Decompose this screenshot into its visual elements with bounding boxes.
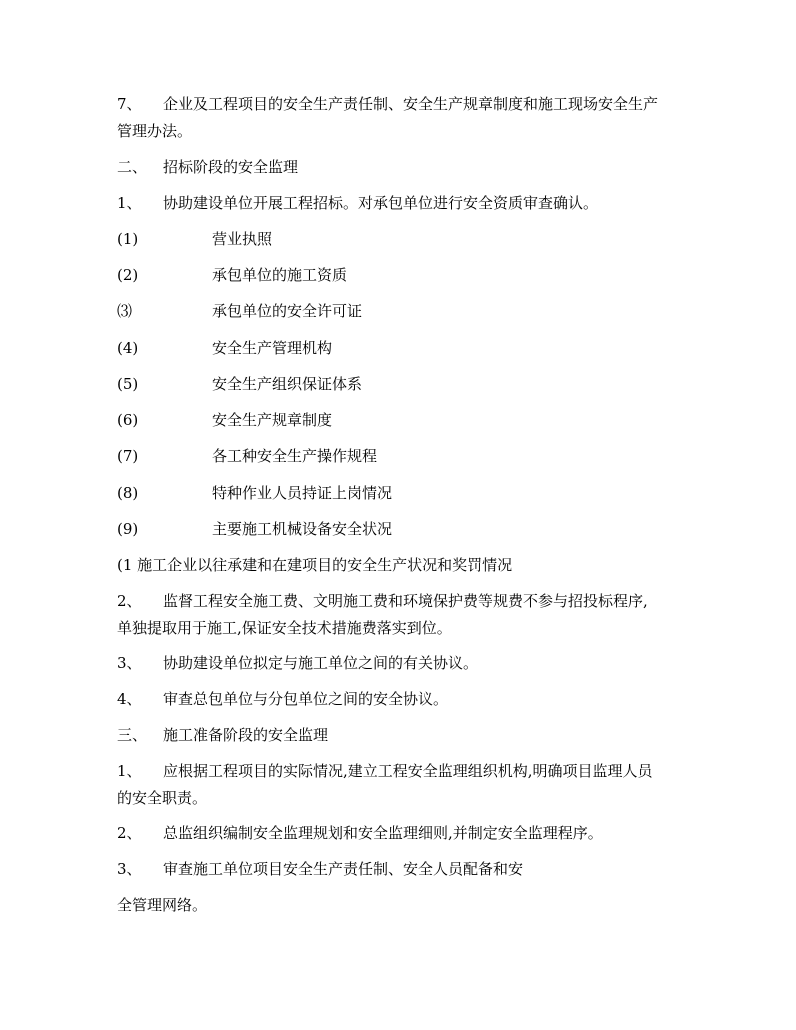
item-number: 3、 [117,654,142,672]
sub-item-text: 安全生产管理机构 [212,339,333,357]
item-number: 3、 [117,860,142,878]
item-text: 协助建设单位开展工程招标。对承包单位进行安全资质审查确认。 [163,194,599,212]
paragraph-2-supervision-plan [117,820,687,847]
item-text-continued: 单独提取用于施工,保证安全技术措施费落实到位。 [117,619,452,637]
item-text: 审查施工单位项目安全生产责任制、安全人员配备和安 [163,860,524,878]
item-number: 1、 [117,762,142,780]
sub-item-4 [117,335,687,362]
section-number: 二、 [117,158,148,176]
sub-item-number: (4) [117,339,139,357]
item-number: 2、 [117,824,142,842]
section-heading-preparation-stage [117,722,687,749]
item-text: 全管理网络。 [117,896,208,914]
sub-item-number: (8) [117,484,139,502]
sub-item-7 [117,443,687,470]
sub-item-2 [117,262,687,289]
item-number: 7、 [117,95,142,113]
sub-item-8 [117,480,687,507]
sub-item-text: 安全生产规章制度 [212,411,333,429]
paragraph-1-supervision-organization [117,758,687,812]
sub-item-number: (2) [117,266,139,284]
paragraph-2-safety-fees [117,588,687,642]
paragraph-3-assist-agreements [117,650,687,677]
sub-item-text: (1 施工企业以往承建和在建项目的安全生产状况和奖罚情况 [117,556,513,574]
item-text: 企业及工程项目的安全生产责任制、安全生产规章制度和施工现场安全生产 [163,95,659,113]
sub-item-9 [117,516,687,543]
sub-item-number: (7) [117,447,139,465]
sub-item-text: 各工种安全生产操作规程 [212,447,378,465]
sub-item-text: 承包单位的施工资质 [212,266,348,284]
sub-item-text: 营业执照 [212,230,273,248]
sub-item-3 [117,298,687,325]
section-heading-bidding-stage [117,154,687,181]
paragraph-1-assist-bidding [117,190,687,217]
item-text-continued: 管理办法。 [117,122,193,140]
paragraph-3-review-responsibility [117,856,687,883]
sub-item-1 [117,226,687,253]
item-text-continued: 的安全职责。 [117,789,208,807]
sub-item-number: (9) [117,520,139,538]
sub-item-text: 承包单位的安全许可证 [212,302,363,320]
item-number: 1、 [117,194,142,212]
item-number: 2、 [117,592,142,610]
section-number: 三、 [117,726,148,744]
sub-item-5 [117,371,687,398]
item-text: 总监组织编制安全监理规划和安全监理细则,并制定安全监理程序。 [163,824,603,842]
sub-item-number: (6) [117,411,139,429]
section-title: 施工准备阶段的安全监理 [163,726,329,744]
item-text: 协助建设单位拟定与施工单位之间的有关协议。 [163,654,479,672]
item-text: 应根据工程项目的实际情况,建立工程安全监理组织机构,明确项目监理人员 [163,762,653,780]
sub-item-10 [117,552,687,579]
sub-item-number: (1) [117,230,139,248]
item-text: 审查总包单位与分包单位之间的安全协议。 [163,690,449,708]
section-title: 招标阶段的安全监理 [163,158,299,176]
sub-item-number: ⑶ [117,302,133,320]
paragraph-3-continued [117,892,687,919]
item-text: 监督工程安全施工费、文明施工费和环境保护费等规费不参与招投标程序, [163,592,648,610]
sub-item-text: 安全生产组织保证体系 [212,375,363,393]
sub-item-number: (5) [117,375,139,393]
item-number: 4、 [117,690,142,708]
paragraph-7-management-methods [117,91,687,145]
sub-item-text: 特种作业人员持证上岗情况 [212,484,393,502]
paragraph-4-review-safety-agreement [117,686,687,713]
sub-item-text: 主要施工机械设备安全状况 [212,520,393,538]
sub-item-6 [117,407,687,434]
